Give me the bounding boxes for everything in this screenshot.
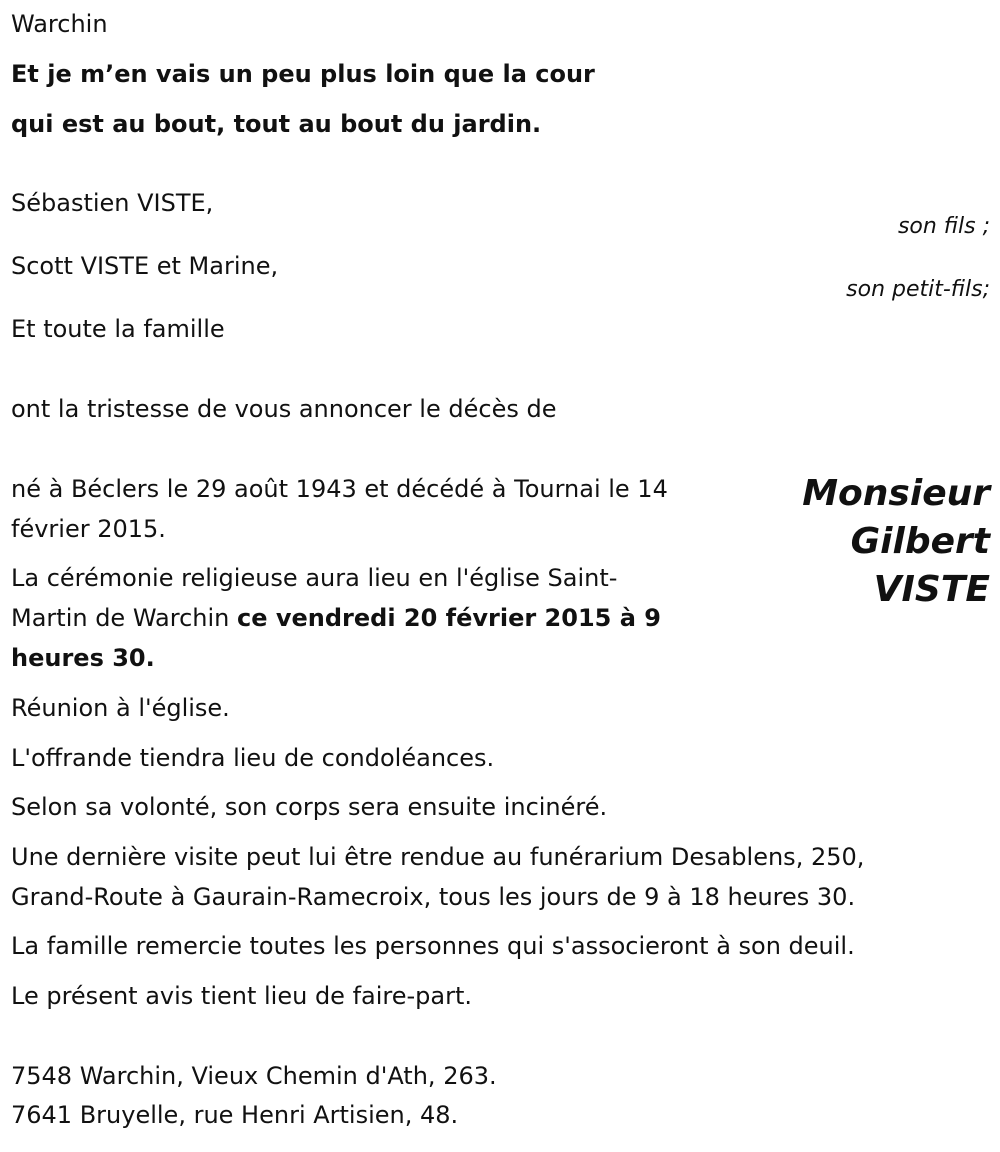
relation-grandson: son petit-fils;: [846, 277, 990, 302]
ceremony-line-2: [11, 604, 661, 632]
family-rest: Et toute la famille: [11, 315, 225, 343]
family-member-sebastien: Sébastien VISTE,: [11, 189, 214, 217]
epigraph-line-2: qui est au bout, tout au bout du jardin.: [11, 110, 542, 138]
address-bruyelle: 7641 Bruyelle, rue Henri Artisien, 48.: [11, 1101, 459, 1129]
deceased-first-name: Gilbert: [850, 521, 990, 562]
birth-death-line-2: février 2015.: [11, 515, 166, 543]
family-member-scott: Scott VISTE et Marine,: [11, 252, 279, 280]
deceased-name: [802, 470, 990, 614]
visit-line-1: Une dernière visite peut lui être rendue au funérarium Desablens, 250,: [11, 843, 865, 871]
announcement-text: ont la tristesse de vous annoncer le décès de: [11, 395, 557, 423]
epigraph-line-1: Et je m’en vais un peu plus loin que la cour: [11, 60, 595, 88]
ceremony-date: ce vendredi 20 février 2015 à 9: [236, 604, 661, 632]
ceremony-time: heures 30.: [11, 644, 155, 672]
visit-line-2: Grand-Route à Gaurain-Ramecroix, tous les jours de 9 à 18 heures 30.: [11, 883, 856, 911]
deceased-last-name: VISTE: [873, 569, 990, 610]
address-warchin: 7548 Warchin, Vieux Chemin d'Ath, 263.: [11, 1062, 497, 1090]
deceased-title: Monsieur: [802, 473, 990, 514]
offering-text: L'offrande tiendra lieu de condoléances.: [11, 744, 495, 772]
birth-death-line-1: né à Béclers le 29 août 1943 et décédé à Tournai le 14: [11, 475, 668, 503]
relation-son: son fils ;: [897, 214, 990, 239]
wish-text: Selon sa volonté, son corps sera ensuite incinéré.: [11, 793, 608, 821]
thanks-text: La famille remercie toutes les personnes qui s'associeront à son deuil.: [11, 932, 855, 960]
meeting-text: Réunion à l'église.: [11, 694, 230, 722]
place-heading: Warchin: [11, 10, 108, 38]
notice-text: Le présent avis tient lieu de faire-part.: [11, 982, 473, 1010]
ceremony-line-1: La cérémonie religieuse aura lieu en l'église Saint-: [11, 564, 618, 592]
ceremony-location: Martin de Warchin: [11, 604, 237, 632]
